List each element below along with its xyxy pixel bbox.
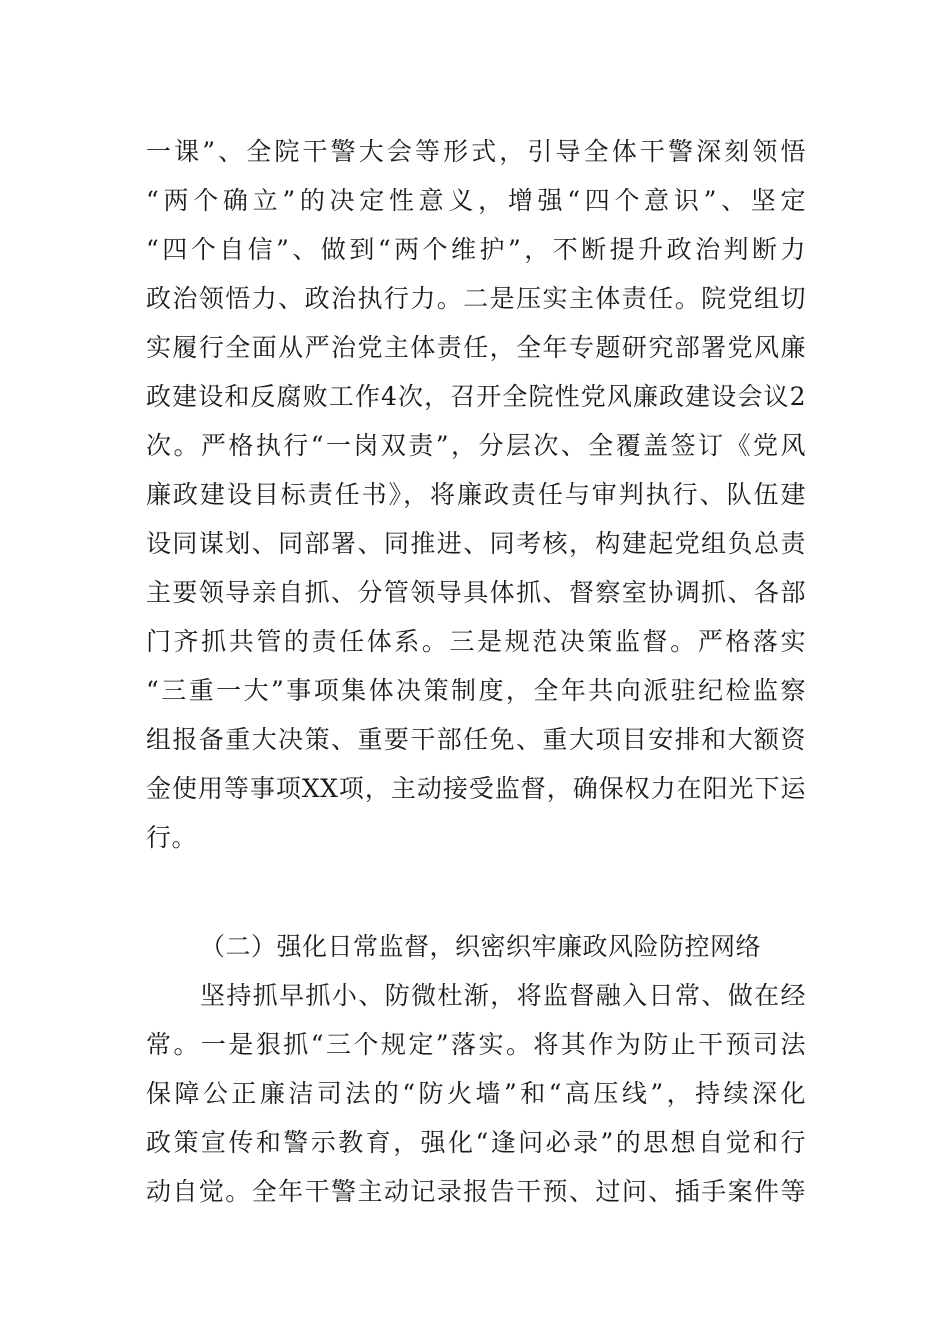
paragraph-line: 主要领导亲自抓、分管领导具体抓、督察室协调抓、各部 bbox=[146, 578, 806, 607]
paragraph-line: 廉政建设目标责任书》，将廉政责任与审判执行、队伍建 bbox=[146, 480, 806, 509]
paragraph-line: 次。严格执行“一岗双责”，分层次、全覆盖签订《党风 bbox=[146, 431, 806, 460]
paragraph-line: 组报备重大决策、重要干部任免、重大项目安排和大额资 bbox=[146, 725, 806, 754]
paragraph-line: 行。 bbox=[146, 823, 198, 852]
paragraph-line: 保障公正廉洁司法的“防火墙”和“高压线”，持续深化 bbox=[146, 1079, 806, 1108]
paragraph-line: “三重一大”事项集体决策制度，全年共向派驻纪检监察 bbox=[146, 676, 806, 705]
paragraph-line: 动自觉。全年干警主动记录报告干预、过问、插手案件等 bbox=[146, 1177, 806, 1206]
paragraph-line: “四个自信”、做到“两个维护”，不断提升政治判断力 bbox=[146, 235, 806, 264]
paragraph-line: 政治领悟力、政治执行力。二是压实主体责任。院党组切 bbox=[146, 284, 806, 313]
paragraph-line: 政建设和反腐败工作4次，召开全院性党风廉政建设会议2 bbox=[146, 382, 806, 411]
paragraph-line: “两个确立”的决定性意义，增强“四个意识”、坚定 bbox=[146, 186, 806, 215]
paragraph-line: 政策宣传和警示教育，强化“逢问必录”的思想自觉和行 bbox=[146, 1128, 806, 1157]
paragraph-line: 实履行全面从严治党主体责任，全年专题研究部署党风廉 bbox=[146, 333, 806, 362]
paragraph-line: 一课”、全院干警大会等形式，引导全体干警深刻领悟 bbox=[146, 137, 806, 166]
paragraph-line: 金使用等事项XX项，主动接受监督，确保权力在阳光下运 bbox=[146, 774, 806, 803]
paragraph-line: 常。一是狠抓“三个规定”落实。将其作为防止干预司法 bbox=[146, 1030, 806, 1059]
paragraph-line: 门齐抓共管的责任体系。三是规范决策监督。严格落实 bbox=[146, 627, 806, 656]
paragraph-line: 设同谋划、同部署、同推进、同考核，构建起党组负总责 bbox=[146, 529, 806, 558]
section-heading: （二）强化日常监督，织密织牢廉政风险防控网络 bbox=[200, 932, 762, 961]
paragraph-line: 坚持抓早抓小、防微杜渐，将监督融入日常、做在经 bbox=[200, 981, 806, 1010]
